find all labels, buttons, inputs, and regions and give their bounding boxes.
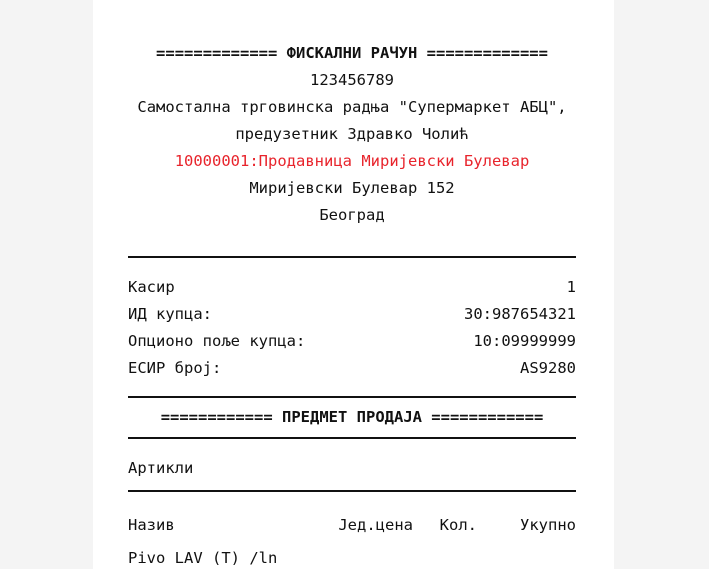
column-name: Назив [128, 516, 175, 534]
info-row-esir-number [128, 355, 576, 382]
items-label-text: Артикли [128, 459, 194, 477]
item-name: Pivo LAV (T) /ln [128, 549, 278, 567]
company-name-line2: предузетник Здравко Чолић [235, 125, 469, 143]
receipt-header-title: ============= ФИСКАЛНИ РАЧУН ============= [156, 44, 548, 62]
items-column-header [128, 512, 576, 539]
info-value: 1 [566, 278, 576, 296]
item-row [128, 545, 576, 569]
info-value: 30:987654321 [464, 305, 576, 323]
column-unit-price: Јед.цена [338, 516, 413, 534]
info-label: ЕСИР број: [128, 359, 222, 377]
company-name-line1: Самостална трговинска радња "Супермаркет АБЦ", [137, 98, 567, 116]
info-label: ИД купца: [128, 305, 212, 323]
receipt-content [128, 40, 576, 569]
fiscal-receipt [93, 0, 614, 569]
info-row-cashier [128, 274, 576, 301]
items-label [128, 455, 576, 482]
column-total: Укупно [520, 516, 576, 534]
store-address: Миријевски Булевар 152 [249, 179, 455, 197]
section-title: ============ ПРЕДМЕТ ПРОДАЈА ============ [160, 408, 544, 426]
column-qty: Кол. [439, 516, 477, 534]
info-label: Опционо поље купца: [128, 332, 306, 350]
tax-id: 123456789 [310, 71, 394, 89]
info-label: Касир [128, 278, 175, 296]
info-row-optional-buyer-field [128, 328, 576, 355]
info-value: 10:09999999 [473, 332, 576, 350]
info-value: AS9280 [520, 359, 576, 377]
store-city: Београд [319, 206, 385, 224]
store-line: 10000001:Продавница Миријевски Булевар [174, 152, 530, 170]
info-row-buyer-id [128, 301, 576, 328]
